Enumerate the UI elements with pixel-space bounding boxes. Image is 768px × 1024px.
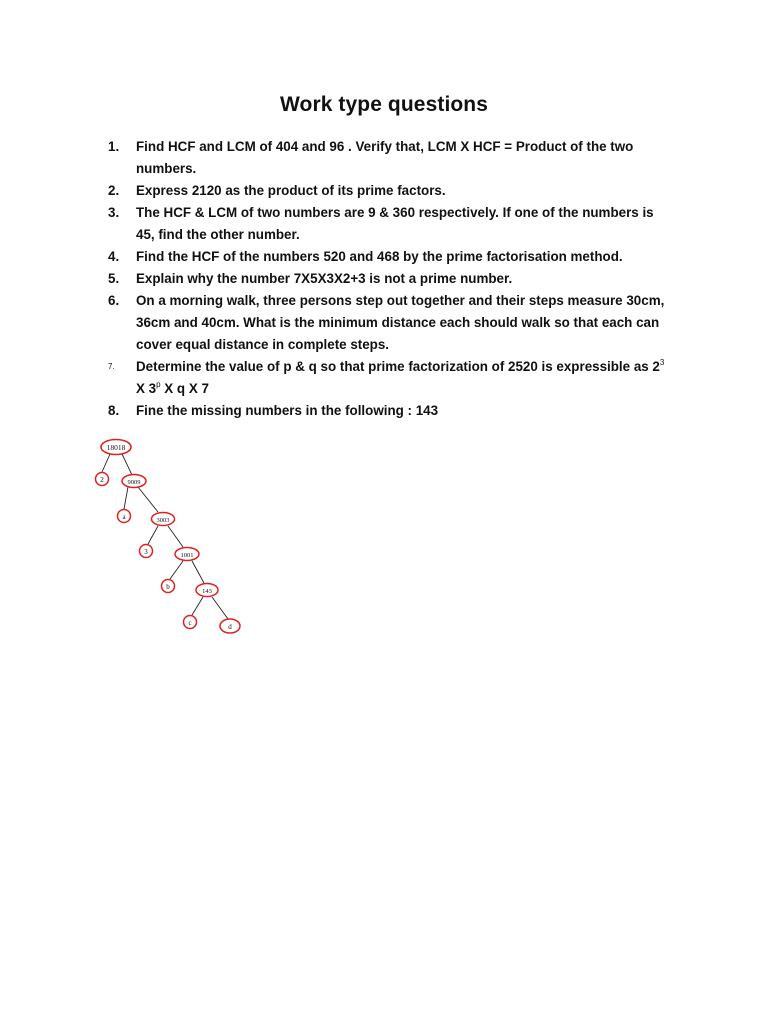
tree-node (118, 510, 131, 523)
question-number: 3. (108, 205, 120, 220)
question-number: 6. (108, 293, 120, 308)
factor-tree (88, 432, 258, 642)
tree-node (175, 548, 199, 561)
tree-node (101, 440, 131, 455)
exponent: p (156, 380, 161, 389)
question-item (108, 400, 668, 422)
question-list (108, 136, 668, 422)
factor-tree-diagram (88, 432, 258, 642)
question-text: On a morning walk, three persons step out together and their steps measure 30cm, 36cm and 40cm. What is the minimum distance each should walk so that each can cover equal distance in complete steps. (136, 293, 665, 352)
node-label: d (228, 623, 232, 631)
page-title: Work type questions (279, 93, 489, 116)
tree-node (96, 473, 109, 486)
question-item (108, 136, 668, 180)
tree-node (162, 580, 175, 593)
question-text-part: Determine the value of p & q so that prime factorization of 2520 is expressible as 2 (136, 359, 660, 374)
question-number: 5. (108, 271, 120, 286)
tree-node (152, 513, 175, 526)
tree-branch (168, 526, 183, 547)
question-number: 2. (108, 183, 120, 198)
tree-branch (138, 487, 158, 512)
tree-branch (192, 597, 203, 615)
node-label: 18018 (106, 443, 126, 452)
question-text-part: X q X 7 (160, 381, 209, 396)
tree-node (140, 545, 153, 558)
question-text-part: X 3 (136, 381, 157, 396)
question-number: 8. (108, 403, 120, 418)
tree-branch (148, 526, 158, 544)
node-label: 3003 (156, 517, 170, 524)
question-text: The HCF & LCM of two numbers are 9 & 360 respectively. If one of the numbers is 45, find the other number. (136, 205, 654, 242)
question-text: Express 2120 as the product of its prime factors. (136, 183, 446, 198)
node-label: 1001 (180, 552, 194, 559)
question-text: Find the HCF of the numbers 520 and 468 by the prime factorisation method. (136, 249, 623, 264)
node-label: c (188, 619, 192, 627)
tree-branch (192, 561, 204, 583)
node-label: 2 (100, 475, 104, 484)
tree-node (220, 619, 240, 633)
question-number: 4. (108, 249, 120, 264)
question-item (108, 290, 668, 356)
tree-branch (212, 597, 228, 619)
exponent: 3 (659, 358, 665, 367)
node-label: 9009 (127, 479, 141, 486)
node-label: b (166, 583, 170, 591)
tree-branch (124, 487, 128, 509)
question-number: 7. (108, 362, 115, 371)
node-label: a (122, 513, 126, 521)
tree-node (196, 584, 218, 597)
question-item (108, 246, 668, 268)
question-item (108, 202, 668, 246)
tree-branch (122, 454, 132, 475)
question-text: Explain why the number 7X5X3X2+3 is not a prime number. (136, 271, 513, 286)
question-text: Find HCF and LCM of 404 and 96 . Verify that, LCM X HCF = Product of the two numbers. (136, 139, 634, 176)
tree-node (122, 475, 146, 488)
tree-branch (170, 561, 183, 579)
question-item (108, 268, 668, 290)
question-item (108, 180, 668, 202)
tree-branch (102, 454, 110, 472)
question-text (136, 356, 668, 400)
question-number: 1. (108, 139, 120, 154)
node-label: 3 (144, 548, 148, 556)
node-label: 143 (202, 588, 212, 595)
question-text: Fine the missing numbers in the following : 143 (136, 403, 439, 418)
tree-node (184, 616, 197, 629)
question-item (108, 356, 668, 400)
